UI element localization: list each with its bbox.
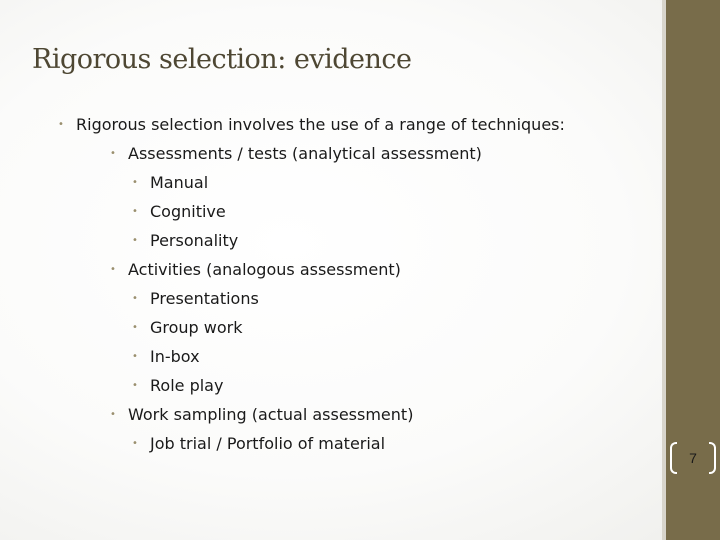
bullet-text: Presentations — [150, 289, 259, 308]
bullet-dot-icon: • — [110, 148, 116, 159]
bullet-text: Manual — [150, 173, 209, 192]
page-number-badge — [670, 438, 716, 478]
bullet-item — [132, 289, 259, 309]
page-number: 7 — [689, 450, 697, 466]
bullet-dot-icon: • — [110, 409, 116, 420]
bullet-text: Personality — [150, 231, 239, 250]
bullet-item — [132, 376, 224, 396]
bullet-item — [110, 260, 401, 280]
bullet-item — [110, 144, 482, 164]
bullet-text: Job trial / Portfolio of material — [150, 434, 386, 453]
bullet-item — [132, 231, 239, 251]
bullet-item — [110, 405, 414, 425]
bullet-text: Rigorous selection involves the use of a range of techniques: — [76, 115, 565, 134]
bullet-dot-icon: • — [132, 177, 138, 188]
slide-title: Rigorous selection: evidence — [32, 44, 412, 75]
bullet-dot-icon: • — [132, 293, 138, 304]
bullet-text: Cognitive — [150, 202, 226, 221]
bullet-dot-icon: • — [58, 119, 64, 130]
bullet-item — [132, 202, 226, 222]
bullet-text: In-box — [150, 347, 200, 366]
bullet-item — [132, 173, 209, 193]
bullet-text: Assessments / tests (analytical assessment) — [128, 144, 482, 163]
bullet-dot-icon: • — [132, 322, 138, 333]
bullet-text: Group work — [150, 318, 243, 337]
bullet-text: Activities (analogous assessment) — [128, 260, 401, 279]
bullet-item — [132, 434, 386, 454]
bullet-dot-icon: • — [132, 206, 138, 217]
bullet-text: Role play — [150, 376, 224, 395]
bullet-dot-icon: • — [132, 438, 138, 449]
right-bracket-icon — [709, 442, 716, 474]
bullet-dot-icon: • — [132, 351, 138, 362]
bullet-dot-icon: • — [132, 235, 138, 246]
bullet-item — [58, 115, 565, 135]
bullet-text: Work sampling (actual assessment) — [128, 405, 414, 424]
bullet-dot-icon: • — [132, 380, 138, 391]
bullet-item — [132, 347, 200, 367]
bullet-item — [132, 318, 243, 338]
bullet-dot-icon: • — [110, 264, 116, 275]
